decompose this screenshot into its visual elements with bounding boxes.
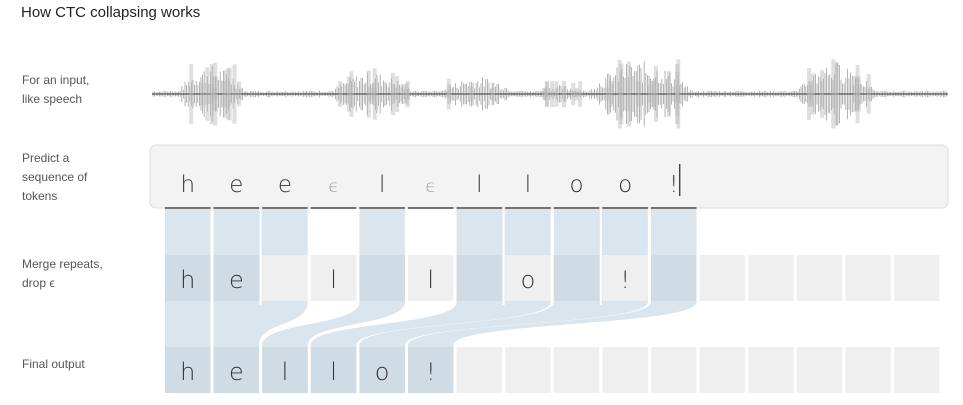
waveform-bar [228, 68, 232, 120]
waveform-bar [578, 81, 582, 107]
predicted-token: o [569, 172, 584, 198]
waveform-bar [820, 70, 824, 118]
waveform-bar [469, 87, 473, 102]
waveform-bar [627, 62, 631, 127]
predicted-token: l [378, 172, 386, 198]
waveform-bar [867, 74, 871, 114]
merged-token: l [427, 266, 435, 294]
final-cell [457, 347, 503, 393]
predicted-token: ! [669, 172, 679, 198]
predicted-token: ϵ [425, 177, 436, 197]
merged-cell [700, 255, 746, 301]
waveform-bar [609, 81, 613, 108]
row-label-line: tokens [22, 189, 58, 203]
waveform-bar [637, 81, 641, 107]
waveform-bar [338, 81, 342, 107]
merged-cell [359, 255, 405, 301]
row-label-line: Merge repeats, [22, 257, 103, 271]
waveform-bar [222, 81, 226, 107]
merged-cell [262, 255, 308, 301]
row-label-line: Predict a [22, 151, 70, 165]
predicted-token: l [476, 172, 483, 198]
speech-waveform [152, 59, 948, 129]
waveform-bar [575, 88, 579, 101]
waveform-bar [391, 73, 395, 115]
final-cell [894, 347, 940, 393]
final-cell [554, 347, 600, 393]
final-cell [651, 347, 697, 393]
waveform-bar [447, 79, 451, 110]
waveform-bar [654, 66, 658, 122]
merged-cell [457, 255, 503, 301]
final-token-row [165, 347, 940, 393]
final-token: l [330, 358, 337, 386]
waveform-bar [350, 71, 354, 117]
waveform-bar [811, 74, 815, 115]
merged-cell [894, 255, 940, 301]
final-token: l [281, 358, 289, 386]
waveform-bar [618, 60, 622, 129]
predicted-token: e [277, 172, 293, 198]
row-label-line: drop ϵ [22, 276, 55, 290]
final-cell [845, 347, 891, 393]
waveform-bar [648, 86, 652, 102]
waveform-bar [545, 81, 549, 107]
waveform-bar [367, 70, 371, 117]
final-cell [748, 347, 794, 393]
predicted-token: o [618, 172, 633, 198]
waveform-bar [550, 81, 554, 107]
waveform-bar [675, 64, 679, 124]
waveform-bar [562, 81, 566, 107]
waveform-bar [237, 82, 241, 107]
waveform-bar [213, 63, 217, 126]
row-label-line: Final output [22, 357, 85, 371]
merged-cell [748, 255, 794, 301]
predicted-token: e [229, 172, 244, 198]
merged-token: h [180, 266, 196, 294]
waveform-bar [554, 81, 558, 106]
merged-token: e [228, 266, 244, 294]
waveform-bar [371, 88, 375, 100]
final-cell [602, 347, 648, 393]
merged-cell [797, 255, 843, 301]
final-token: h [180, 358, 196, 386]
merged-cell [845, 255, 891, 301]
row-label-line: sequence of [22, 170, 88, 184]
waveform-bar [831, 59, 835, 128]
predicted-token: h [180, 172, 196, 198]
final-cell [700, 347, 746, 393]
waveform-bar [233, 64, 237, 123]
waveform-bar [406, 81, 410, 108]
row-label-line: For an input, [22, 73, 90, 87]
merged-token: ! [620, 266, 630, 294]
row-label-line: like speech [22, 92, 83, 106]
waveform-bar [189, 64, 193, 124]
prediction-box [150, 145, 948, 208]
merged-cell [651, 255, 697, 301]
predicted-token: ϵ [328, 177, 339, 197]
final-cell [797, 347, 843, 393]
figure-title: How CTC collapsing works [21, 4, 201, 21]
merged-cell [554, 255, 600, 301]
final-token: e [228, 358, 244, 386]
merged-token: l [330, 266, 337, 294]
final-token: o [374, 358, 390, 386]
merged-token-row [165, 255, 940, 301]
waveform-bar [667, 71, 671, 117]
waveform-bar [853, 76, 857, 112]
merged-token: o [520, 266, 536, 294]
final-token: ! [425, 358, 436, 386]
waveform-bar [807, 68, 811, 120]
waveform-bar [395, 76, 399, 112]
final-cell [505, 347, 551, 393]
predicted-token: l [524, 172, 532, 198]
waveform-bar [205, 67, 209, 120]
waveform-bar [491, 88, 495, 101]
waveform-bar [200, 83, 204, 106]
waveform-bar [401, 84, 405, 104]
